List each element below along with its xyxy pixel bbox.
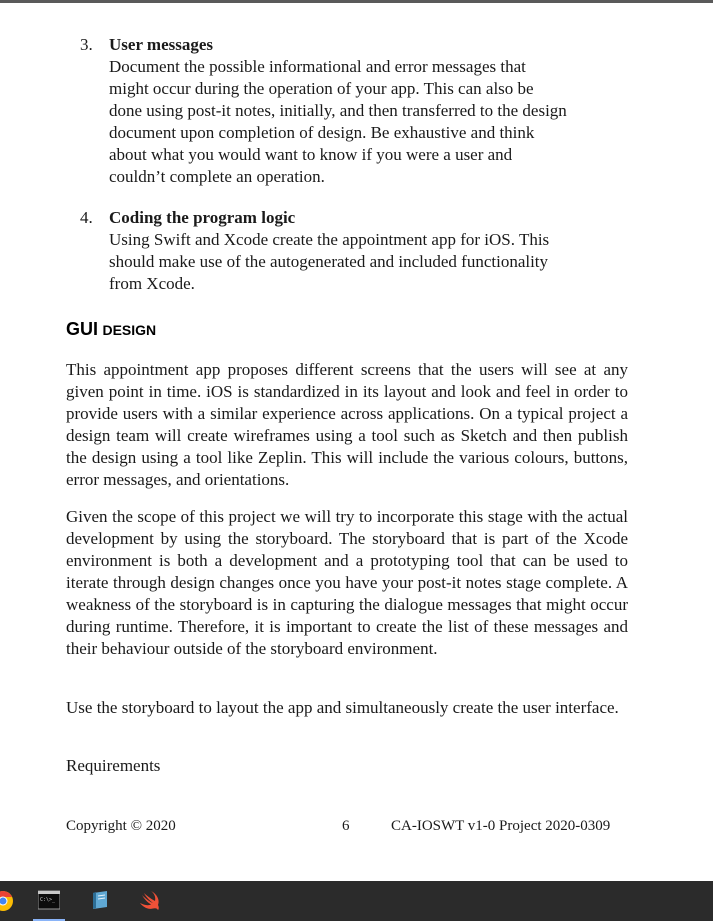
heading-rest: DESIGN: [102, 322, 157, 338]
list-line: about what you would want to know if you were a user and: [109, 145, 513, 164]
list-number: 3.: [80, 35, 93, 54]
list-title: User messages: [109, 35, 214, 54]
chrome-icon[interactable]: [0, 889, 14, 915]
terminal-label: C:\>_: [40, 897, 56, 903]
heading-first-word: GUI: [66, 319, 99, 339]
list-body: [109, 229, 634, 295]
footer-copyright: Copyright © 2020: [66, 818, 176, 834]
document-page: [0, 3, 713, 881]
list-line: from Xcode.: [109, 274, 195, 293]
list-item: [80, 34, 640, 188]
list-line: Document the possible informational and error messages that: [109, 57, 526, 76]
list-line: Using Swift and Xcode create the appointment app for iOS. This: [109, 230, 550, 249]
list-title: Coding the program logic: [109, 208, 296, 227]
list-item: [80, 207, 640, 295]
paragraph-requirements: Requirements: [66, 756, 161, 775]
list-line: should make use of the autogenerated and included functionality: [109, 252, 549, 271]
list-body: [109, 56, 634, 188]
list-line: might occur during the operation of your app. This can also be: [109, 79, 534, 98]
footer-doc-id: CA-IOSWT v1-0 Project 2020-0309: [391, 818, 611, 834]
swift-icon[interactable]: [138, 889, 162, 915]
section-heading: [66, 319, 156, 340]
notes-icon[interactable]: [89, 889, 111, 915]
footer-page-number: 6: [342, 818, 350, 834]
paragraph-layout: Use the storyboard to layout the app and simultaneously create the user interface.: [66, 698, 619, 717]
paragraph-intro: This appointment app proposes different screens that the users will see at any given point in time. iOS is standardized in its layout and look and feel in order to provide users with a similar experience across applications. On a typical project a design team will create wireframes using a tool such as Sketch and then publish the design using a tool like Zeplin. This will include the various colours, buttons, error messages, and orientations.: [66, 360, 628, 489]
list-item-user-messages: [80, 34, 640, 188]
list-line: document upon completion of design. Be exhaustive and think: [109, 123, 535, 142]
list-number: 4.: [80, 208, 93, 227]
paragraph-storyboard: Given the scope of this project we will try to incorporate this stage with the actual development by using the storyboard. The storyboard that is part of the Xcode environment is both a development and a prototyping tool that can be used to iterate through design changes once you have your post-it notes stage complete. A weakness of the storyboard is in capturing the dialogue messages that might occur during runtime. Therefore, it is important to create the list of these messages and their behaviour outside of the storyboard environment.: [66, 507, 628, 658]
taskbar: [0, 881, 713, 921]
list-line: done using post-it notes, initially, and then transferred to the design: [109, 101, 567, 120]
list-line: couldn’t complete an operation.: [109, 167, 325, 186]
list-item-coding-logic: [80, 207, 640, 295]
terminal-icon[interactable]: [38, 889, 60, 915]
